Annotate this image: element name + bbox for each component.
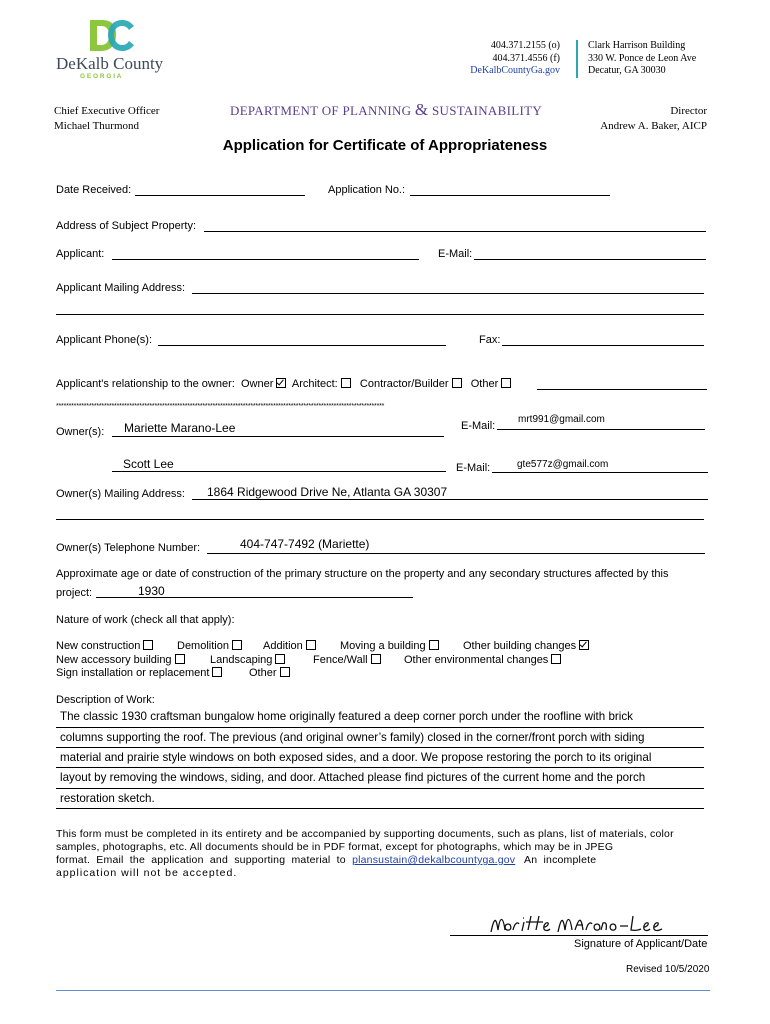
nw-fence: Fence/Wall [313, 654, 381, 666]
nw-other-env-checkbox[interactable] [551, 654, 561, 664]
phone-fax: 404.371.4556 (f) [492, 52, 560, 64]
nw-other-building-checkbox[interactable] [579, 640, 589, 650]
contact-address [588, 40, 696, 78]
notice-line-3: format. Email the application and supporting material to plansustain@dekalbcountyga.gov An incomplete [56, 854, 597, 866]
description-text-5: restoration sketch. [60, 792, 155, 805]
separator-line: ********************************************************************************************************************************** [56, 403, 385, 410]
description-text-3: material and prairie style windows on both exposed sides, and a door. We propose restoring the porch to its original [60, 751, 652, 764]
rel-architect-checkbox[interactable] [341, 378, 351, 388]
nw-new-construction: New construction [56, 640, 153, 652]
website-link[interactable]: DeKalbCountyGa.gov [470, 65, 560, 76]
nw-other: Other [249, 667, 290, 679]
rel-other-checkbox[interactable] [501, 378, 511, 388]
ceo-block [54, 104, 159, 134]
phone-label: Applicant Phone(s): [56, 334, 152, 346]
notice-email-link[interactable]: plansustain@dekalbcountyga.gov [352, 854, 516, 866]
application-no-label: Application No.: [328, 184, 406, 196]
date-received-label: Date Received: [56, 184, 132, 196]
revised-date: Revised 10/5/2020 [626, 964, 710, 975]
applicant-field[interactable] [112, 259, 419, 260]
project-field[interactable] [96, 597, 413, 598]
county-logo [56, 16, 166, 80]
owner2-email: gte577z@gmail.com [517, 459, 609, 470]
street-address: 330 W. Ponce de Leon Ave [588, 52, 697, 64]
contact-phones [440, 40, 560, 78]
rel-other-field[interactable] [537, 389, 707, 390]
project-label: project: [56, 587, 93, 599]
owner-mailing-field[interactable] [192, 499, 708, 500]
nw-sign-checkbox[interactable] [212, 667, 222, 677]
nw-new-accessory-checkbox[interactable] [175, 654, 185, 664]
notice-line-1: This form must be completed in its entirety and be accompanied by supporting documents, such as plans, list of materials, color [56, 828, 674, 840]
owner2-email-label: E-Mail: [456, 462, 491, 474]
rel-other-label: Other [470, 378, 499, 390]
nature-label: Nature of work (check all that apply): [56, 614, 235, 626]
notice-paragraph [56, 828, 710, 880]
owner2-email-field[interactable] [492, 472, 708, 473]
nw-landscaping: Landscaping [210, 654, 285, 666]
nw-new-construction-checkbox[interactable] [143, 640, 153, 650]
rel-owner-checkbox[interactable] [276, 378, 286, 388]
description-label: Description of Work: [56, 694, 155, 706]
owners-label: Owner(s): [56, 426, 105, 438]
owner-mailing-value: 1864 Ridgewood Drive Ne, Atlanta GA 30307 [207, 485, 448, 499]
ceo-name: Michael Thurmond [54, 120, 140, 132]
form-title: Application for Certificate of Appropriateness [222, 137, 548, 154]
department-name: DEPARTMENT OF PLANNING & SUSTAINABILITY [230, 100, 543, 119]
owner-mailing-label: Owner(s) Mailing Address: [56, 488, 185, 500]
nw-new-accessory: New accessory building [56, 654, 185, 666]
owner-phone-label: Owner(s) Telephone Number: [56, 542, 201, 554]
signature-field[interactable] [450, 935, 708, 936]
owner-mailing-field-2[interactable] [56, 519, 704, 520]
ceo-title: Chief Executive Officer [54, 105, 160, 117]
notice-line-2: samples, photographs, etc. All documents should be in PDF format, except for photographs, which may be in JPEG [56, 841, 614, 853]
director-block [560, 104, 707, 134]
nw-demolition: Demolition [177, 640, 242, 652]
applicant-label: Applicant: [56, 248, 105, 260]
footer-rule [56, 990, 710, 991]
application-no-field[interactable] [410, 195, 610, 196]
rel-owner-label: Owner [240, 378, 274, 390]
fax-label: Fax: [479, 334, 501, 346]
nw-other-checkbox[interactable] [280, 667, 290, 677]
notice-line-4: application will not be accepted. [56, 867, 238, 879]
nw-moving: Moving a building [340, 640, 439, 652]
nw-demolition-checkbox[interactable] [232, 640, 242, 650]
owner1-email-label: E-Mail: [461, 420, 496, 432]
nw-sign: Sign installation or replacement [56, 667, 222, 679]
owner-phone-field[interactable] [207, 553, 705, 554]
dc-logo-icon [88, 18, 136, 54]
rel-contractor-checkbox[interactable] [452, 378, 462, 388]
owner1-name: Mariette Marano-Lee [124, 421, 236, 435]
date-received-field[interactable] [135, 195, 305, 196]
mailing-field-2[interactable] [56, 314, 704, 315]
age-text: Approximate age or date of construction of the primary structure on the property and any secondary structures affected by this [56, 568, 669, 580]
nw-moving-checkbox[interactable] [429, 640, 439, 650]
city-address: Decatur, GA 30030 [588, 65, 666, 76]
description-text-1: The classic 1930 craftsman bungalow home originally featured a deep corner porch under the roofline with brick [60, 710, 633, 723]
relationship-label: Applicant's relationship to the owner: [56, 378, 235, 390]
owner2-name: Scott Lee [123, 457, 174, 471]
applicant-email-label: E-Mail: [438, 248, 473, 260]
org-subtitle: G E O R G I A [80, 73, 122, 80]
signature-label: Signature of Applicant/Date [574, 938, 708, 950]
director-name: Andrew A. Baker, AICP [600, 120, 707, 132]
building-name: Clark Harrison Building [588, 40, 686, 51]
owner1-field[interactable] [112, 436, 444, 437]
nw-other-building: Other building changes [463, 640, 589, 652]
relationship-row [56, 378, 511, 390]
nw-fence-checkbox[interactable] [371, 654, 381, 664]
nw-addition: Addition [263, 640, 316, 652]
description-text-2: columns supporting the roof. The previous (and original owner’s family) closed in the corner/front porch with siding [60, 731, 645, 744]
fax-field[interactable] [502, 345, 704, 346]
nw-landscaping-checkbox[interactable] [275, 654, 285, 664]
applicant-email-field[interactable] [474, 259, 706, 260]
rel-architect-label: Architect: [291, 378, 338, 390]
phone-field[interactable] [158, 345, 446, 346]
rel-contractor-label: Contractor/Builder [359, 378, 449, 390]
director-title: Director [670, 105, 707, 117]
header-divider [576, 40, 578, 78]
org-name: DeKalb County [56, 54, 164, 73]
project-value: 1930 [138, 584, 165, 598]
description-text-4: layout by removing the windows, siding, and door. Attached please find pictures of the current home and the porch [60, 771, 646, 784]
address-field[interactable] [204, 231, 706, 232]
owner2-field[interactable] [112, 471, 446, 472]
phone-office: 404.371.2155 (o) [490, 40, 560, 51]
owner-phone-value: 404-747-7492 (Mariette) [240, 537, 370, 551]
owner1-email-field[interactable] [497, 429, 705, 430]
owner1-email: mrt991@gmail.com [518, 414, 605, 425]
nw-addition-checkbox[interactable] [306, 640, 316, 650]
mailing-field[interactable] [192, 293, 704, 294]
nw-other-env: Other environmental changes [404, 654, 561, 666]
mailing-label: Applicant Mailing Address: [56, 282, 186, 294]
address-label: Address of Subject Property: [56, 220, 197, 232]
